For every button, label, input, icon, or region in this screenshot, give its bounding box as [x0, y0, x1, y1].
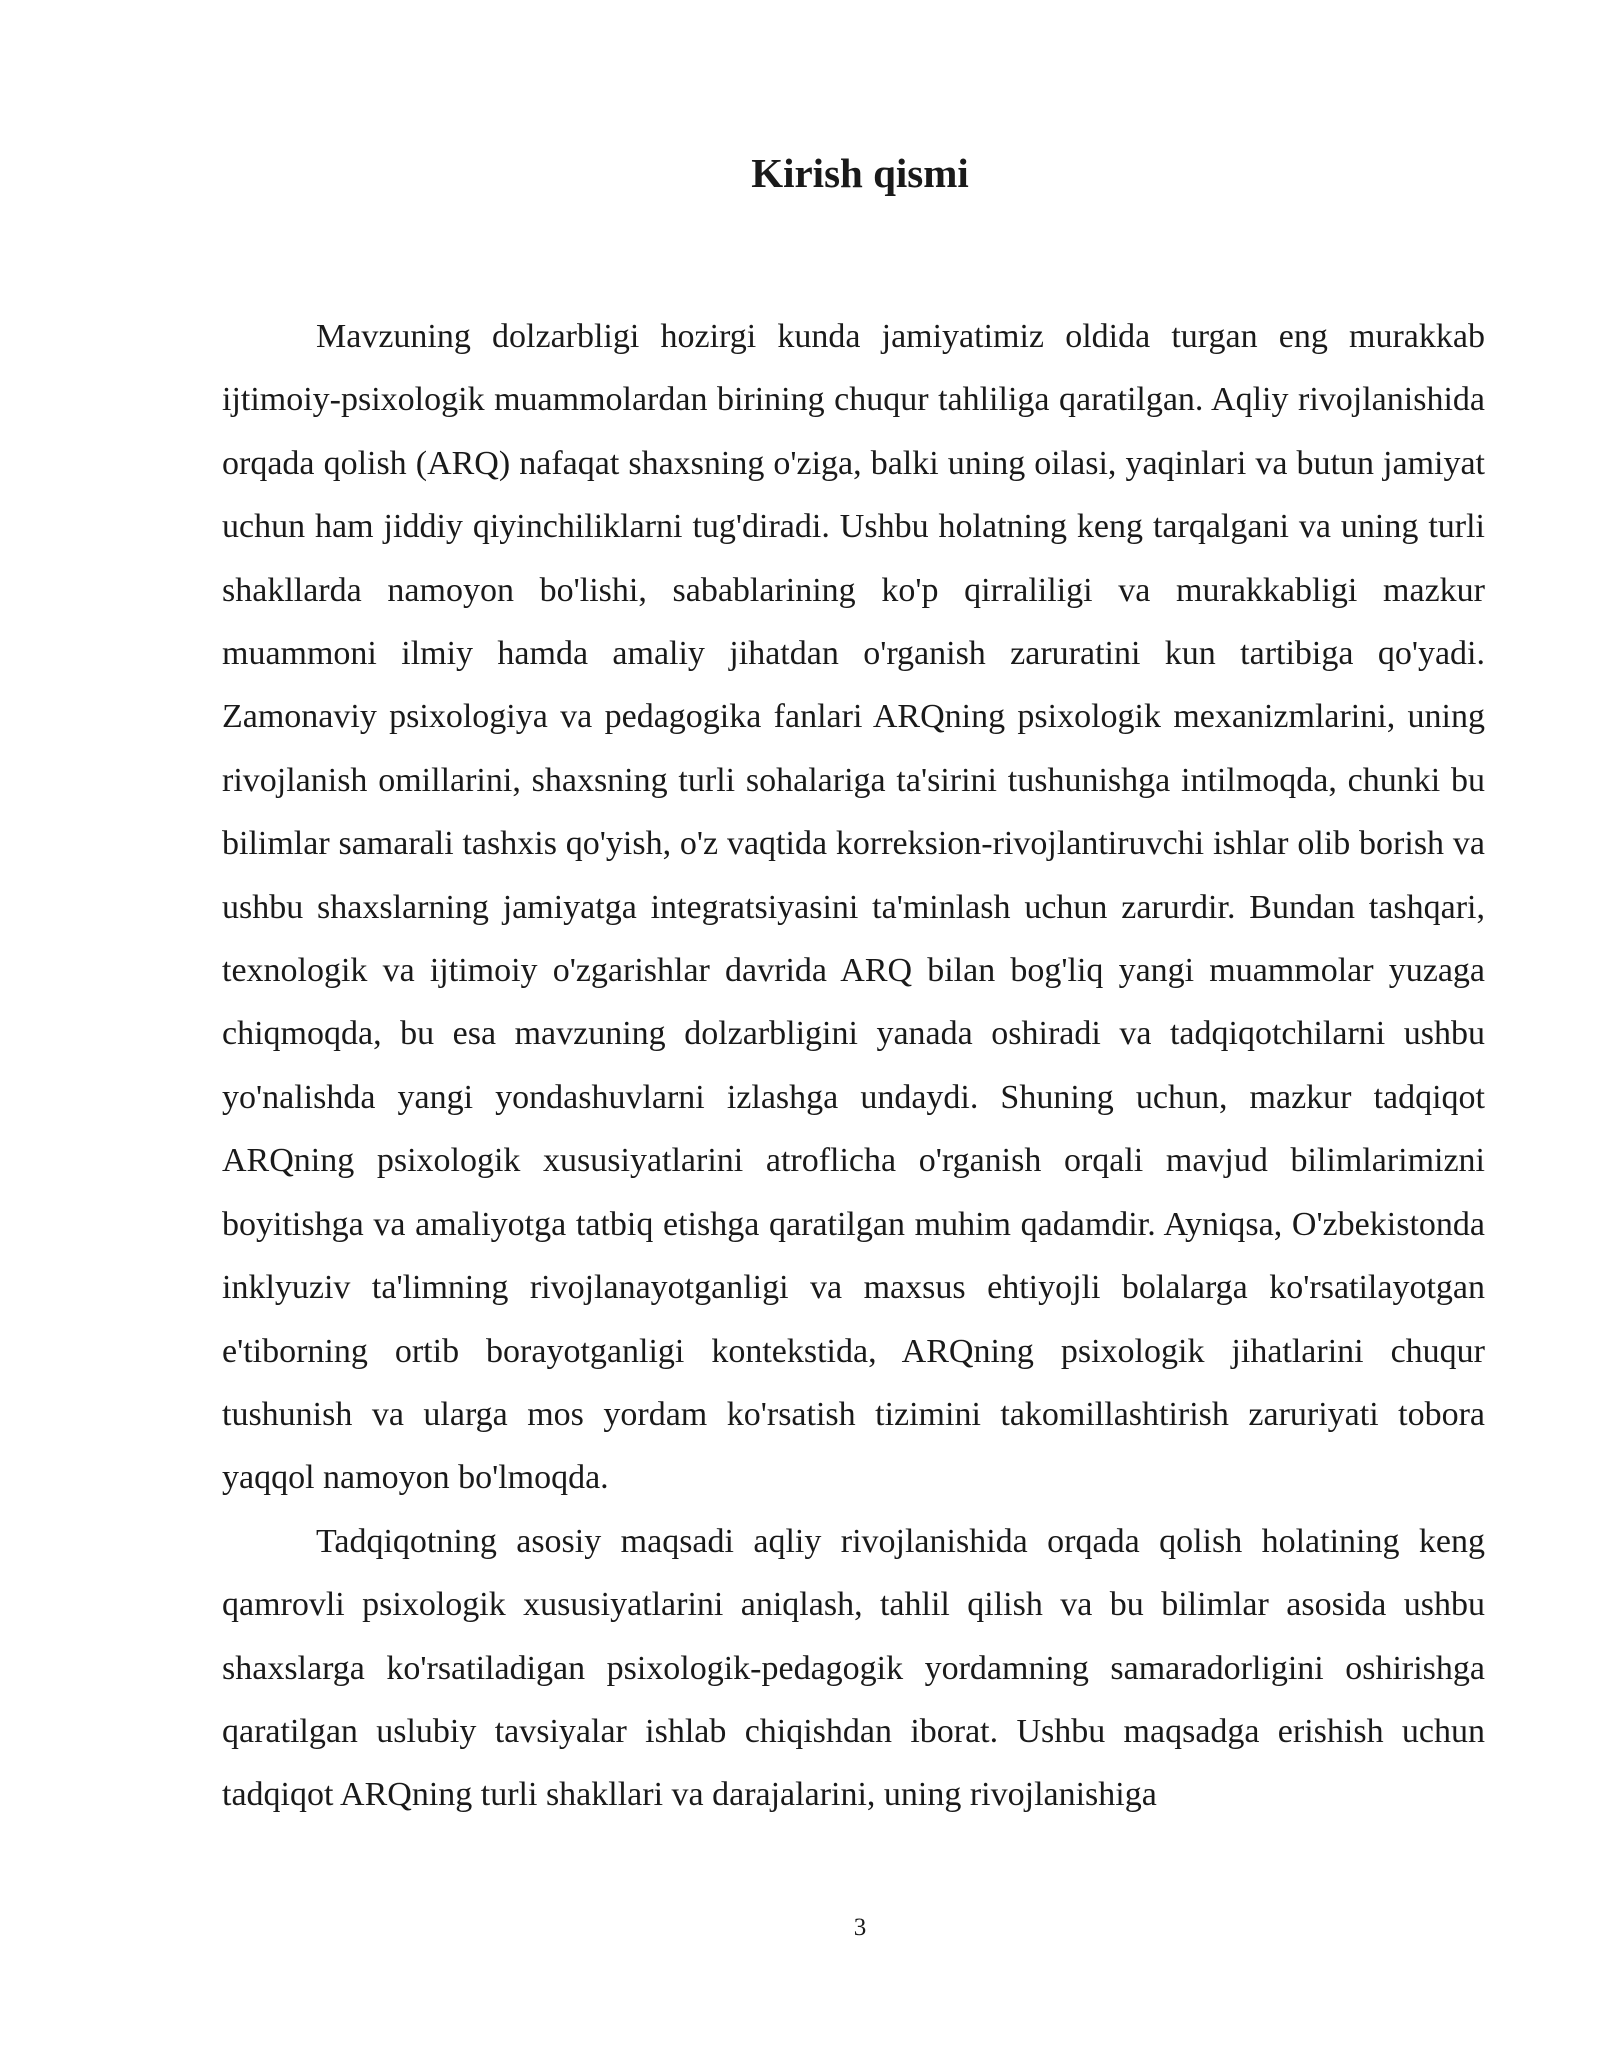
page-title: Kirish qismi: [751, 150, 969, 196]
page-number: 3: [853, 1914, 867, 1941]
body-text: [222, 305, 1485, 1827]
paragraph-relevance: Mavzuning dolzarbligi hozirgi kunda jamiyatimiz oldida turgan eng murakkab ijtimoiy-psixologik muammolardan birining chuqur tahliliga qaratilgan. Aqliy rivojlanishida orqada qolish (ARQ) nafaqat shaxsning o'ziga, balki uning oilasi, yaqinlari va butun jamiyat uchun ham jiddiy qiyinchiliklarni tug'diradi. Ushbu holatning keng tarqalgani va uning turli shakllarda namoyon bo'lishi, sabablarining ko'p qirraliligi va murakkabligi mazkur muammoni ilmiy hamda amaliy jihatdan o'rganish zaruratini kun tartibiga qo'yadi. Zamonaviy psixologiya va pedagogika fanlari ARQning psixologik mexanizmlarini, uning rivojlanish omillarini, shaxsning turli sohalariga ta'sirini tushunishga intilmoqda, chunki bu bilimlar samarali tashxis qo'yish, o'z vaqtida korreksion-rivojlantiruvchi ishlar olib borish va ushbu shaxslarning jamiyatga integratsiyasini ta'minlash uchun zarurdir. Bundan tashqari, texnologik va ijtimoiy o'zgarishlar davrida ARQ bilan bog'liq yangi muammolar yuzaga chiqmoqda, bu esa mavzuning dolzarbligini yanada oshiradi va tadqiqotchilarni ushbu yo'nalishda yangi yondashuvlarni izlashga undaydi. Shuning uchun, mazkur tadqiqot ARQning psixologik xususiyatlarini atroflicha o'rganish orqali mavjud bilimlarimizni boyitishga va amaliyotga tatbiq etishga qaratilgan muhim qadamdir. Ayniqsa, O'zbekistonda inklyuziv ta'limning rivojlanayotganligi va maxsus ehtiyojli bolalarga ko'rsatilayotgan e'tiborning ortib borayotganligi kontekstida, ARQning psixologik jihatlarini chuqur tushunish va ularga mos yordam ko'rsatish tizimini takomillashtirish zaruriyati tobora yaqqol namoyon bo'lmoqda.: [222, 318, 1485, 1497]
paragraph-goal: Tadqiqotning asosiy maqsadi aqliy rivojlanishida orqada qolish holatining keng qamrovli psixologik xususiyatlarini aniqlash, tahlil qilish va bu bilimlar asosida ushbu shaxslarga ko'rsatiladigan psixologik-pedagogik yordamning samaradorligini oshirishga qaratilgan uslubiy tavsiyalar ishlab chiqishdan iborat. Ushbu maqsadga erishish uchun tadqiqot ARQning turli shakllari va darajalarini, uning rivojlanishiga: [222, 1522, 1485, 1814]
